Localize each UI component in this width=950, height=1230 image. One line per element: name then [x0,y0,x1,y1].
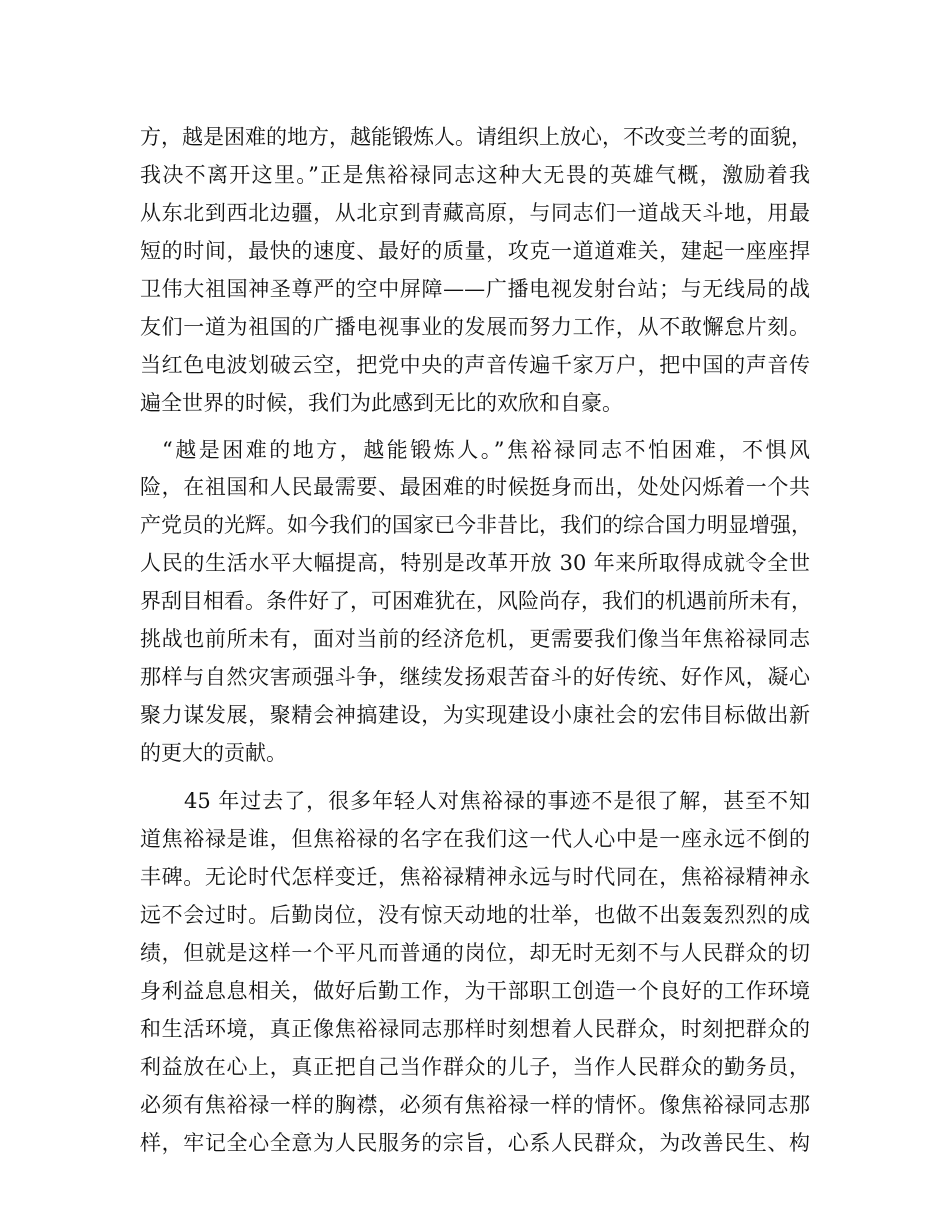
text-line: 方，越是困难的地方，越能锻炼人。请组织上放心，不改变兰考的面貌， [140,125,812,149]
text-line: 和生活环境，真正像焦裕禄同志那样时刻想着人民群众，时刻把群众的 [140,1017,810,1041]
text-line: 的更大的贡献。 [140,741,287,765]
text-line: 绩，但就是这样一个平凡而普通的岗位，却无时无刻不与人民群众的切 [140,941,810,965]
text-line: 短的时间，最快的速度、最好的质量，攻克一道道难关，建起一座座捍 [140,239,810,263]
text-line: 人民的生活水平大幅提高，特别是改革开放 30 年来所取得成就令全世 [140,551,810,575]
text-line: 利益放在心上，真正把自己当作群众的儿子，当作人民群众的勤务员， [140,1055,810,1079]
text-line: 产党员的光辉。如今我们的国家已今非昔比，我们的综合国力明显增强， [140,513,812,537]
text-line: 样，牢记全心全意为人民服务的宗旨，心系人民群众，为改善民生、构 [140,1131,810,1155]
text-line: 身利益息息相关，做好后勤工作，为干部职工创造一个良好的工作环境 [140,979,810,1003]
text-line: 必须有焦裕禄一样的胸襟，必须有焦裕禄一样的情怀。像焦裕禄同志那 [140,1093,810,1117]
text-line: 卫伟大祖国神圣尊严的空中屏障——广播电视发射台站；与无线局的战 [140,277,810,301]
text-line: 界刮目相看。条件好了，可困难犹在，风险尚存，我们的机遇前所未有， [140,589,812,613]
text-line: 当红色电波划破云空，把党中央的声音传遍千家万户，把中国的声音传 [140,353,810,377]
text-line: 那样与自然灾害顽强斗争，继续发扬艰苦奋斗的好传统、好作风，凝心 [140,665,810,689]
text-line: 我决不离开这里。”正是焦裕禄同志这种大无畏的英雄气概，激励着我 [140,163,810,187]
text-line: 道焦裕禄是谁，但焦裕禄的名字在我们这一代人心中是一座永远不倒的 [140,827,810,851]
text-line: 丰碑。无论时代怎样变迁，焦裕禄精神永远与时代同在，焦裕禄精神永 [140,865,810,889]
text-line: 从东北到西北边疆，从北京到青藏高原，与同志们一道战天斗地，用最 [140,201,810,225]
text-line: 友们一道为祖国的广播电视事业的发展而努力工作，从不敢懈怠片刻。 [140,315,810,339]
text-line: 聚力谋发展，聚精会神搞建设，为实现建设小康社会的宏伟目标做出新 [140,703,810,727]
text-line: 遍全世界的时候，我们为此感到无比的欢欣和自豪。 [140,391,623,415]
text-line: 远不会过时。后勤岗位，没有惊天动地的壮举，也做不出轰轰烈烈的成 [140,903,810,927]
text-line: 挑战也前所未有，面对当前的经济危机，更需要我们像当年焦裕禄同志 [140,627,810,651]
text-line: 45 年过去了，很多年轻人对焦裕禄的事迹不是很了解，甚至不知 [184,789,810,813]
text-line: “越是困难的地方，越能锻炼人。”焦裕禄同志不怕困难，不惧风 [162,438,810,462]
text-line: 险，在祖国和人民最需要、最困难的时候挺身而出，处处闪烁着一个共 [140,475,810,499]
